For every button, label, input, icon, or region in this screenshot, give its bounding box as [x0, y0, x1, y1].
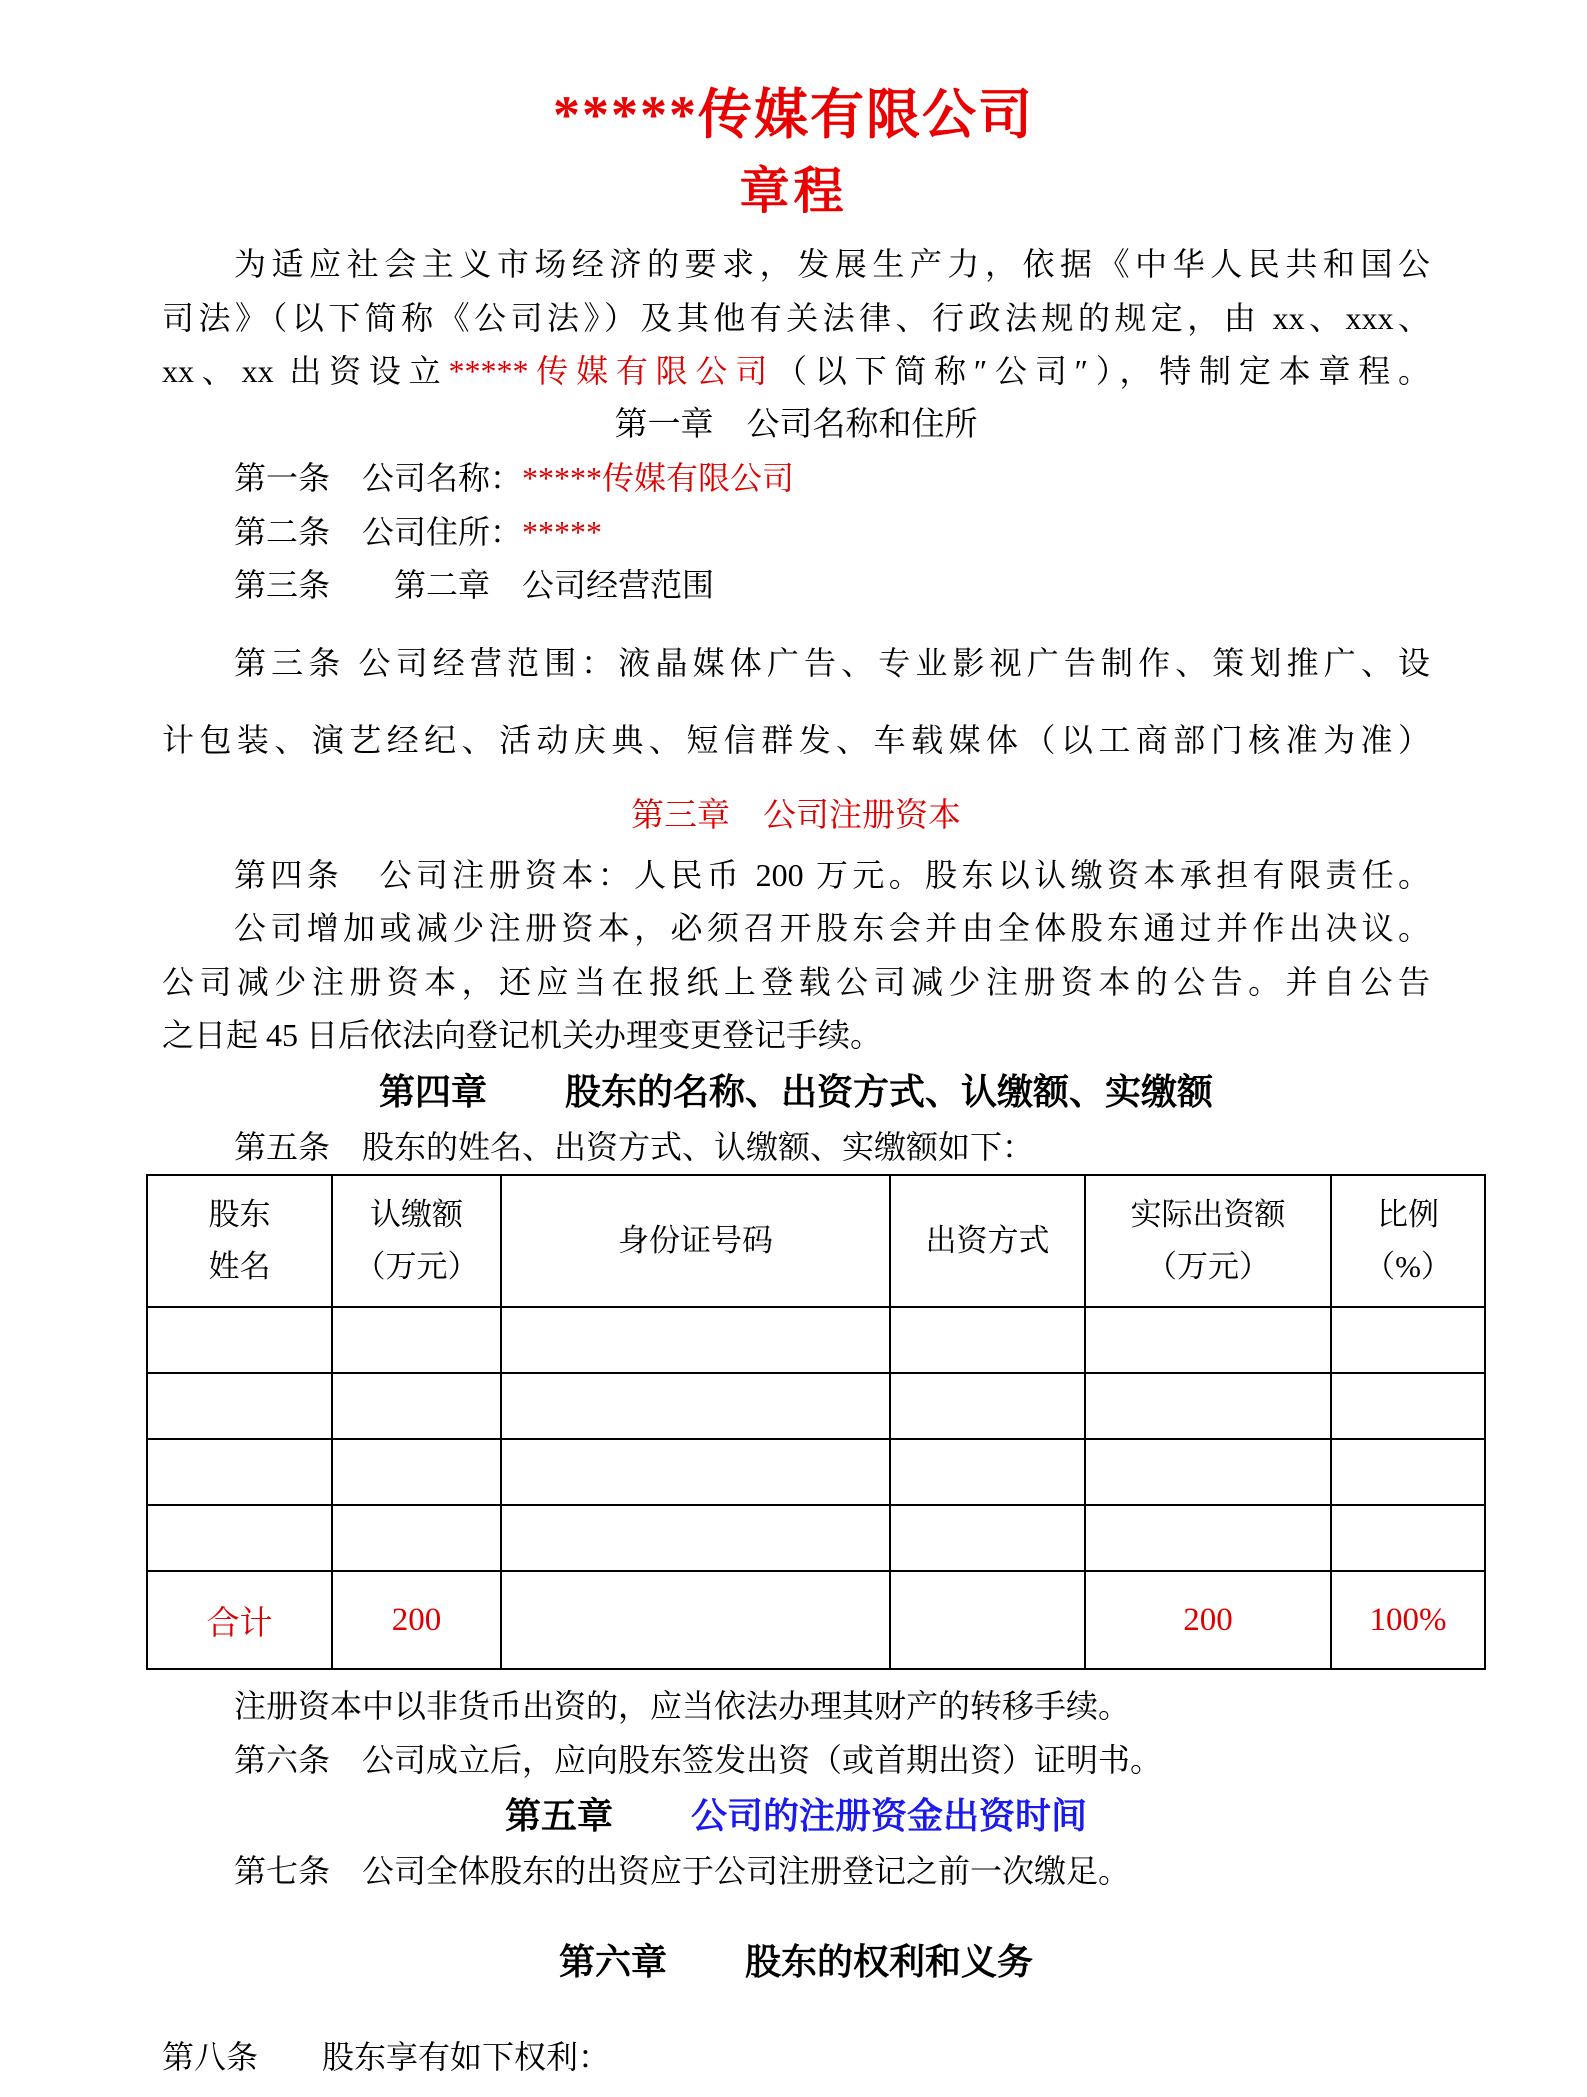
- business-scope-paragraph: [162, 625, 1430, 779]
- article2-line: [162, 506, 1430, 560]
- total-subscribed-amount: 200: [332, 1571, 501, 1669]
- table-empty-row: [147, 1505, 1485, 1571]
- table-empty-cell: [501, 1439, 890, 1505]
- table-empty-cell: [1331, 1505, 1485, 1571]
- chapter1-heading: 第一章 公司名称和住所: [614, 406, 978, 443]
- intro-line-3-post: （以下简称″公司″），特制定本章程。: [775, 353, 1430, 389]
- chapter3-heading: 第三章 公司注册资本: [631, 797, 961, 834]
- article6-line: 第六条 公司成立后，应向股东签发出资（或首期出资）证明书。: [234, 1741, 1163, 1778]
- chapter6-title: 股东的权利和义务: [745, 1940, 1034, 1982]
- article2-address-masked: *****: [522, 513, 603, 550]
- chapter6-heading: [162, 1933, 1430, 1991]
- table-empty-cell: [1085, 1373, 1331, 1439]
- table-empty-cell: [1085, 1505, 1331, 1571]
- header-actual-amount: 实际出资额 （万元）: [1085, 1175, 1331, 1307]
- article1-line: [162, 452, 1430, 506]
- article4-line-3: 公司减少注册资本，还应当在报纸上登载公司减少注册资本的公告。并自公告: [162, 963, 1430, 1000]
- table-empty-cell: [332, 1307, 501, 1373]
- header-id-number: 身份证号码: [501, 1175, 890, 1307]
- table-empty-cell: [147, 1307, 332, 1373]
- article4-line-4: 之日起 45 日后依法向登记机关办理变更登记手续。: [162, 1017, 883, 1053]
- article4-line-2: 公司增加或减少注册资本，必须召开股东会并由全体股东通过并作出决议。: [234, 910, 1430, 946]
- table-empty-cell: [332, 1505, 501, 1571]
- header-subscribed-amount: 认缴额 （万元）: [332, 1175, 501, 1307]
- chapter6-label: 第六章: [558, 1940, 667, 1982]
- table-empty-cell: [147, 1505, 332, 1571]
- total-id-number: [501, 1571, 890, 1669]
- article4-line-1: 第四条 公司注册资本：人民币 200 万元。股东以认缴资本承担有限责任。: [234, 856, 1430, 893]
- company-name-highlight: *****传媒有限公司: [448, 353, 775, 389]
- table-empty-cell: [147, 1439, 332, 1505]
- intro-line-3-pre: xx、xx 出资设立: [162, 353, 449, 389]
- table-empty-cell: [501, 1307, 890, 1373]
- table-empty-cell: [890, 1307, 1085, 1373]
- table-empty-cell: [1085, 1439, 1331, 1505]
- chapter4-title: 股东的名称、出资方式、认缴额、实缴额: [565, 1070, 1214, 1112]
- chapter4-heading: [162, 1063, 1430, 1121]
- non-cash-note-line: 注册资本中以非货币出资的，应当依法办理其财产的转移手续。: [234, 1688, 1131, 1724]
- shareholder-table: [146, 1174, 1486, 1670]
- intro-paragraph: [162, 238, 1430, 399]
- header-shareholder-name: 股东 姓名: [147, 1175, 332, 1307]
- registered-capital-paragraph: [162, 849, 1430, 1063]
- article8-line: 第八条 股东享有如下权利：: [162, 2038, 611, 2075]
- total-label: 合计: [147, 1571, 332, 1669]
- intro-line-2: 司法》（以下简称《公司法》）及其他有关法律、行政法规的规定，由 xx、xxx、: [162, 299, 1430, 336]
- article1-company-name: *****传媒有限公司: [522, 460, 795, 496]
- article1-label: 第一条 公司名称：: [234, 460, 523, 496]
- chapter5-title: 公司的注册资金出资时间: [691, 1795, 1088, 1836]
- total-actual-amount: 200: [1085, 1571, 1331, 1669]
- chapter4-label: 第四章: [378, 1070, 487, 1112]
- total-contribution-method: [890, 1571, 1085, 1669]
- shareholder-table-body: [147, 1175, 1485, 1669]
- header-contribution-method: 出资方式: [890, 1175, 1085, 1307]
- chapter5-heading: [162, 1787, 1430, 1845]
- table-empty-cell: [890, 1505, 1085, 1571]
- article3-title-line: 第三条 第二章 公司经营范围: [234, 567, 715, 603]
- table-total-row: [147, 1571, 1485, 1669]
- table-empty-cell: [890, 1373, 1085, 1439]
- intro-line-1: 为适应社会主义市场经济的要求，发展生产力，依据《中华人民共和国公: [234, 246, 1430, 282]
- intro-line-3: [162, 345, 1430, 399]
- table-header-row: [147, 1175, 1485, 1307]
- table-empty-cell: [1331, 1439, 1485, 1505]
- table-empty-cell: [332, 1373, 501, 1439]
- article7-line: 第七条 公司全体股东的出资应于公司注册登记之前一次缴足。: [234, 1853, 1131, 1889]
- table-empty-cell: [501, 1505, 890, 1571]
- article5-line: 第五条 股东的姓名、出资方式、认缴额、实缴额如下：: [234, 1128, 1035, 1165]
- table-empty-cell: [1331, 1307, 1485, 1373]
- table-empty-row: [147, 1439, 1485, 1505]
- header-ratio: 比例 （%）: [1331, 1175, 1485, 1307]
- table-empty-row: [147, 1307, 1485, 1373]
- table-empty-cell: [890, 1439, 1085, 1505]
- table-empty-cell: [501, 1373, 890, 1439]
- table-empty-cell: [1085, 1307, 1331, 1373]
- chapter5-label: 第五章: [504, 1795, 613, 1836]
- charter-subtitle: 章程: [739, 163, 848, 219]
- table-empty-cell: [332, 1439, 501, 1505]
- business-scope-line-2: 计包装、演艺经纪、活动庆典、短信群发、车载媒体（以工商部门核准为准）: [162, 721, 1430, 758]
- table-empty-cell: [1331, 1373, 1485, 1439]
- total-ratio: 100%: [1331, 1571, 1485, 1669]
- article2-label: 第二条 公司住所：: [234, 513, 523, 550]
- company-title: *****传媒有限公司: [553, 85, 1034, 145]
- table-empty-row: [147, 1373, 1485, 1439]
- business-scope-line-1: 第三条 公司经营范围：液晶媒体广告、专业影视广告制作、策划推广、设: [234, 644, 1430, 681]
- table-empty-cell: [147, 1373, 332, 1439]
